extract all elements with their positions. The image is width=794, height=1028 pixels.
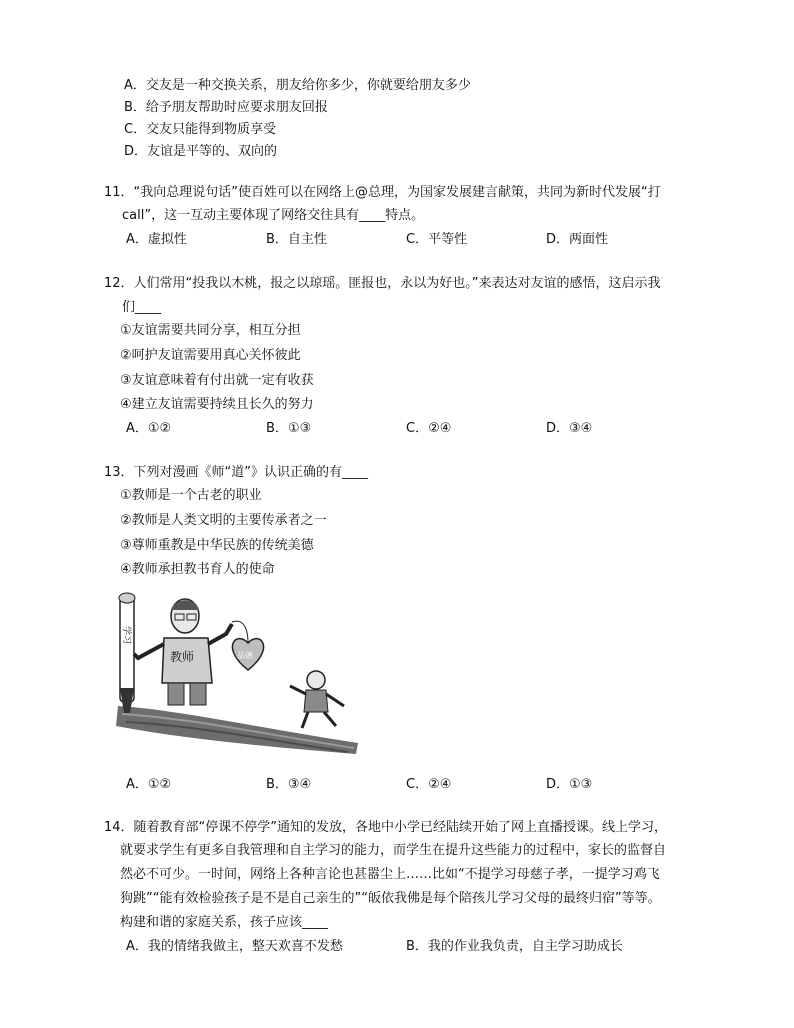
q14-option-b: B．我的作业我负责，自主学习助成长 xyxy=(406,939,623,954)
q12-option-c: C．②④ xyxy=(406,421,452,436)
prev-option-a: A．交友是一种交换关系，朋友给你多少，你就要给朋友多少 xyxy=(124,78,471,93)
prev-option-d: D．友谊是平等的、双向的 xyxy=(124,144,278,159)
q11-option-a: A．虚拟性 xyxy=(126,232,187,247)
q14-option-a: A．我的情绪我做主，整天欢喜不发愁 xyxy=(126,939,343,954)
q11-option-b: B．自主性 xyxy=(266,232,327,247)
q14-stem-line2: 就要求学生有更多自我管理和自主学习的能力，而学生在提升这些能力的过程中，家长的监督自 xyxy=(120,843,667,858)
q12-item-1: ①友谊需要共同分享，相互分担 xyxy=(120,323,301,338)
q14-stem-line4: 狗跳”“能有效检验孩子是不是自己亲生的”“皈依我佛是每个陪孩儿学习父母的最终归宿”等等。 xyxy=(120,891,661,906)
teacher-label: 教师 xyxy=(170,650,195,664)
q13-option-a: A．①② xyxy=(126,777,172,792)
prev-option-c: C．交友只能得到物质享受 xyxy=(124,122,277,137)
teacher-cartoon-image xyxy=(108,588,368,763)
q12-stem-line1: 12．人们常用“投我以木桃，报之以琼瑶。匪报也，永以为好也。”来表达对友谊的感悟，这启示我 xyxy=(104,276,661,291)
q13-item-4: ④教师承担教书育人的使命 xyxy=(120,562,275,577)
q11-option-c: C．平等性 xyxy=(406,232,468,247)
q12-option-b: B．①③ xyxy=(266,421,312,436)
prev-option-b: B．给予朋友帮助时应要求朋友回报 xyxy=(124,100,328,115)
q13-option-b: B．③④ xyxy=(266,777,312,792)
q11-stem-line2: call”，这一互动主要体现了网络交往具有____特点。 xyxy=(122,208,425,223)
heart-label: 品德 xyxy=(237,651,253,660)
q13-item-1: ①教师是一个古老的职业 xyxy=(120,488,262,503)
q12-stem-line2: 们____ xyxy=(122,300,162,315)
q11-option-d: D．两面性 xyxy=(546,232,609,247)
q13-stem: 13．下列对漫画《师“道”》认识正确的有____ xyxy=(104,465,369,480)
q14-stem-line3: 然必不可少。一时间，网络上各种言论也甚嚣尘上……比如“不提学习母慈子孝，一提学习鸡飞 xyxy=(120,867,660,882)
q13-option-c: C．②④ xyxy=(406,777,452,792)
q12-item-4: ④建立友谊需要持续且长久的努力 xyxy=(120,397,314,412)
brush-label: 学习 xyxy=(121,626,131,645)
q13-item-2: ②教师是人类文明的主要传承者之一 xyxy=(120,513,327,528)
q12-item-3: ③友谊意味着有付出就一定有收获 xyxy=(120,373,314,388)
q12-option-a: A．①② xyxy=(126,421,172,436)
q12-item-2: ②呵护友谊需要用真心关怀彼此 xyxy=(120,348,301,363)
q13-item-3: ③尊师重教是中华民族的传统美德 xyxy=(120,538,314,553)
q14-stem-line5: 构建和谐的家庭关系，孩子应该____ xyxy=(120,915,329,930)
q12-option-d: D．③④ xyxy=(546,421,593,436)
q14-stem-line1: 14．随着教育部“停课不停学”通知的发放，各地中小学已经陆续开始了网上直播授课。线上学习， xyxy=(104,820,668,835)
q11-stem-line1: 11．“我向总理说句话”使百姓可以在网络上@总理，为国家发展建言献策，共同为新时代发展“打 xyxy=(104,185,661,200)
q13-option-d: D．①③ xyxy=(546,777,593,792)
